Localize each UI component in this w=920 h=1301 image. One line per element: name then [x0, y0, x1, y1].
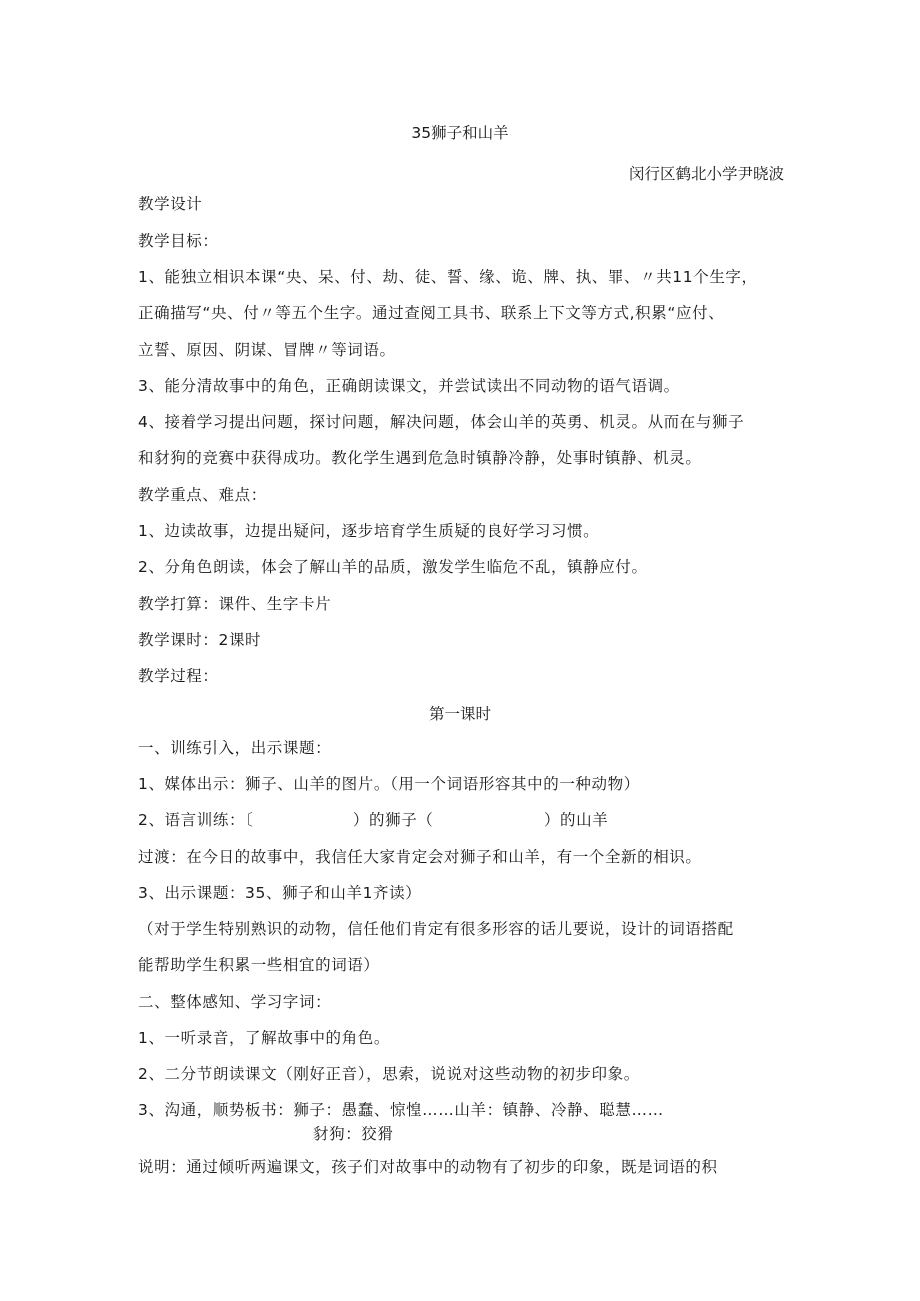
text-line: 二、整体感知、学习字词： [138, 993, 332, 1011]
text-line: （对于学生特别熟识的动物，信任他们肯定有很多形容的话儿要说，设计的词语搭配 [138, 920, 734, 938]
text-line: 1、媒体出示：狮子、山羊的图片。（用一个词语形容其中的一种动物） [138, 775, 640, 793]
text-line: 过渡：在今日的故事中，我信任大家肯定会对狮子和山羊，有一个全新的相识。 [138, 848, 702, 866]
text-line: 2、分角色朗读，体会了解山羊的品质，激发学生临危不乱，镇静应付。 [138, 558, 648, 576]
text-line: 3、沟通，顺势板书：狮子：愚蠢、惊惶……山羊：镇静、冷静、聪慧…… [138, 1101, 664, 1119]
text-line: 立誓、原因、阴谋、冒牌〃等词语。 [138, 341, 396, 359]
text-line: 和豺狗的竞赛中获得成功。教化学生遇到危急时镇静冷静，处事时镇静、机灵。 [138, 449, 702, 467]
text-line: 能帮助学生积累一些相宜的词语） [138, 956, 380, 974]
text-line: 1、能独立相识本课“央、呆、付、劫、徒、誓、缘、诡、牌、执、罪、〃共11个生字， [138, 268, 758, 286]
text-line: 教学重点、难点： [138, 486, 267, 504]
text-line: 1、一听录音，了解故事中的角色。 [138, 1029, 390, 1047]
text-line: 3、出示课题：35、狮子和山羊1齐读） [138, 884, 422, 902]
text-line: 1、边读故事，边提出疑问，逐步培育学生质疑的良好学习习惯。 [138, 522, 600, 540]
text-line: 正确描写“央、付〃等五个生字。通过查阅工具书、联系上下文等方式,积累“应付、 [138, 304, 725, 322]
text-line: 教学目标： [138, 232, 219, 250]
section-title: 第一课时 [428, 705, 491, 723]
lesson-title: 35狮子和山羊 [411, 124, 509, 142]
text-line: 教学打算：课件、生字卡片 [138, 595, 332, 613]
text-line: 2、二分节朗读课文（刚好正音），思索，说说对这些动物的初步印象。 [138, 1065, 640, 1083]
text-line: 3、能分清故事中的角色，正确朗读课文，并尝试读出不同动物的语气语调。 [138, 377, 680, 395]
board-line: 豺狗：狡猾 [313, 1125, 394, 1143]
text-line: 4、接着学习提出问题，探讨问题，解决问题，体会山羊的英勇、机灵。从而在与狮子 [138, 413, 745, 431]
text-line: 2、语言训练：〔 ）的狮子（ ）的山羊 [138, 811, 609, 829]
author-line: 闵行区鹤北小学尹晓波 [628, 165, 784, 183]
text-line: 教学过程： [138, 667, 219, 685]
text-line: 教学设计 [138, 195, 203, 213]
text-line: 一、训练引入，出示课题： [138, 739, 332, 757]
text-line: 说明：通过倾听两遍课文，孩子们对故事中的动物有了初步的印象，既是词语的积 [138, 1158, 718, 1176]
text-line: 教学课时：2课时 [138, 631, 262, 649]
